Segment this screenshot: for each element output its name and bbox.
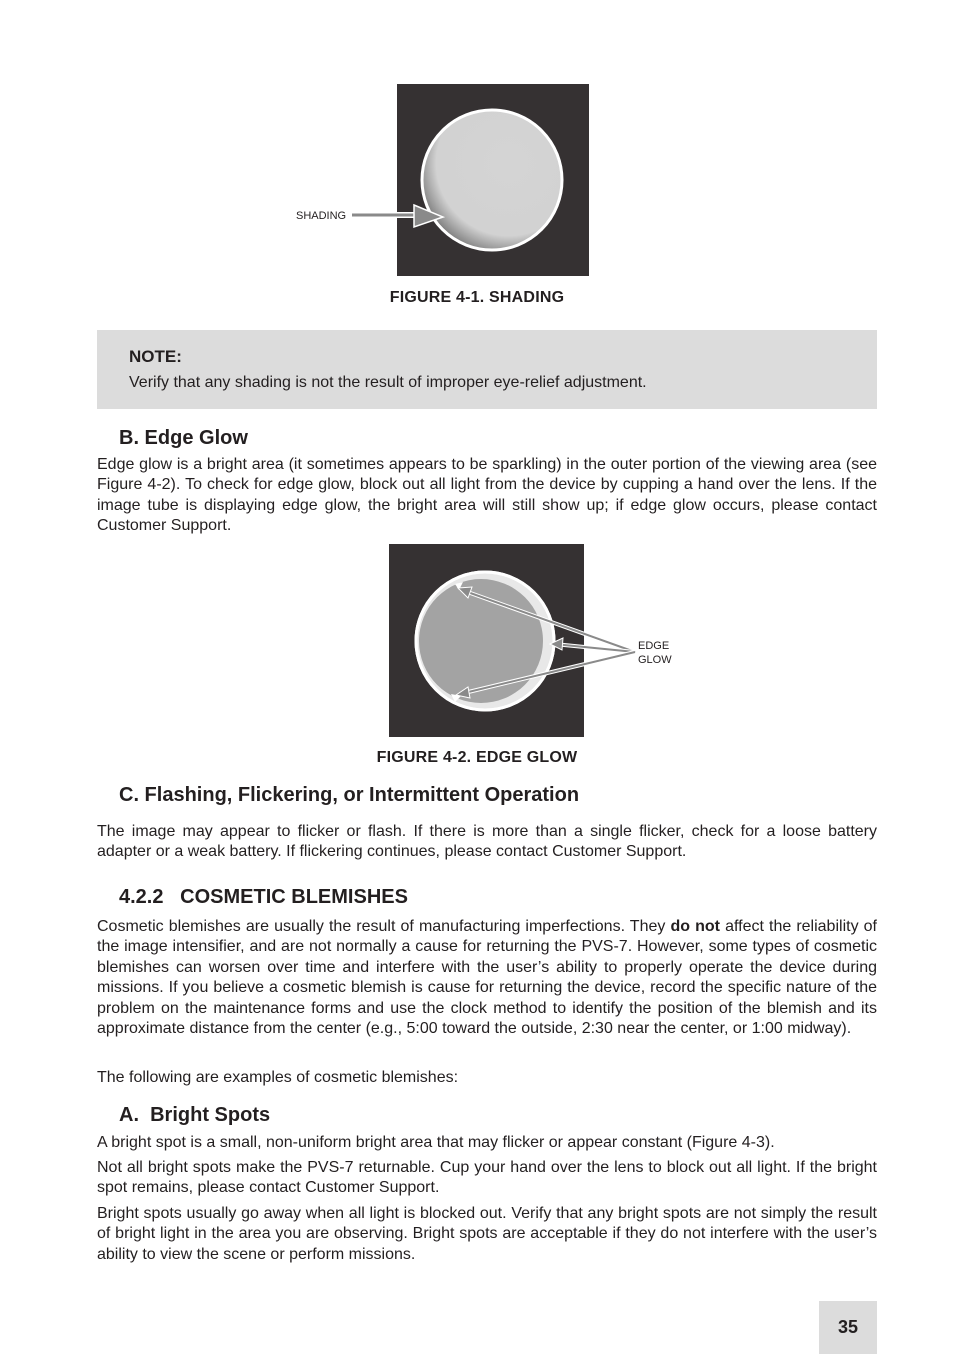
cosmetic-body-part2: affect the reliability of the image intensifier, and are not normally a cause for returning the PVS-7. However, some types of cosmetic blemishes can worsen over time and interfere with the user’s ability to properly operate the device during missions. If you believe a cosmetic blemish is cause for returning the device, record the specific nature of the problem on the maintenance forms and use the clock method to identify the position of the blemish and its approximate distance from the center (e.g., 5:00 toward the outside, 2:30 near the center, or 1:00 midway). [97, 918, 877, 1038]
figure-edge-glow [0, 540, 954, 770]
cosmetic-blemishes-body [97, 917, 877, 1039]
shading-arrow [350, 200, 450, 230]
cosmetic-body-part1: Cosmetic blemishes are usually the result of manufacturing imperfections. They [97, 918, 671, 935]
note-text: Verify that any shading is not the result of improper eye-relief adjustment. [129, 374, 647, 391]
note-box [97, 330, 877, 409]
bright-spots-para-2: Not all bright spots make the PVS-7 returnable. Cup your hand over the lens to block out all light. If the bright spot remains, please contact Customer Support. [97, 1159, 877, 1197]
figure-4-1-caption: FIGURE 4-1. SHADING [389, 289, 565, 306]
edge-glow-arrows [450, 584, 640, 704]
figure-shading [0, 0, 954, 306]
shading-illustration [397, 84, 589, 276]
edge-glow-label-1: EDGE [638, 640, 670, 652]
bright-spots-para-1: A bright spot is a small, non-uniform bright area that may flicker or appear constant (Figure 4-3). [97, 1134, 775, 1151]
cosmetic-body-bold: do not [670, 918, 720, 935]
page-number: 35 [819, 1301, 877, 1354]
edge-glow-label-2: GLOW [638, 654, 672, 666]
flashing-body: The image may appear to flicker or flash. If there is more than a single flicker, check for a loose battery adapter or a weak battery. If flickering continues, please contact Customer Support. [97, 823, 877, 861]
edge-glow-body: Edge glow is a bright area (it sometimes appears to be sparkling) in the outer portion of the viewing area (see Figure 4-2). To check for edge glow, block out all light from the device by cupping a hand over the lens. If the image tube is displaying edge glow, the bright area will still show up; if edge glow occurs, please contact Customer Support. [97, 456, 877, 535]
figure-4-2-caption: FIGURE 4-2. EDGE GLOW [376, 749, 578, 766]
edge-glow-heading: B. Edge Glow [119, 427, 248, 449]
cosmetic-examples-intro: The following are examples of cosmetic blemishes: [97, 1069, 459, 1086]
shading-label: SHADING [296, 210, 347, 222]
bright-spots-para-3: Bright spots usually go away when all light is blocked out. Verify that any bright spots are not simply the result of bright light in the area you are observing. Bright spots are acceptable if they do not interfere with the user’s ability to view the scene or perform missions. [97, 1205, 877, 1263]
bright-spots-heading: A. Bright Spots [119, 1104, 271, 1126]
note-title: NOTE: [129, 347, 182, 366]
flashing-heading: C. Flashing, Flickering, or Intermittent Operation [119, 784, 580, 806]
cosmetic-blemishes-heading: 4.2.2 COSMETIC BLEMISHES [119, 886, 408, 908]
